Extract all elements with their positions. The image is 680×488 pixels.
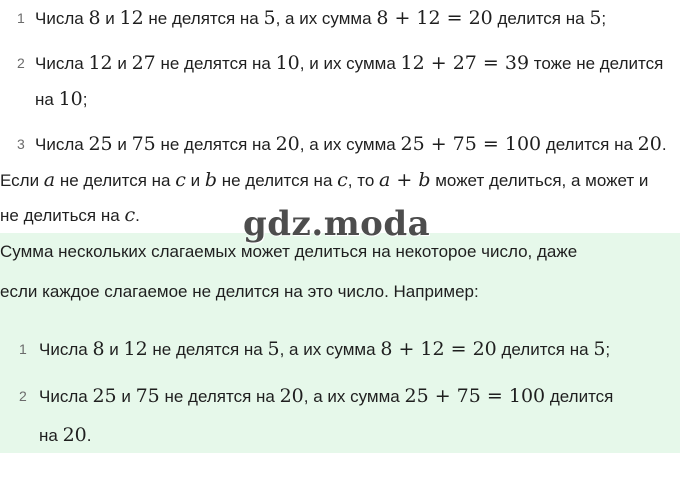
text: и (104, 340, 124, 359)
list-item (35, 51, 663, 76)
text: Числа (35, 135, 89, 154)
list-number: 2 (17, 55, 25, 71)
text: , а их сумма (275, 9, 377, 28)
math: 10 (275, 52, 300, 74)
list-number: 3 (17, 136, 25, 152)
math: 5 (263, 7, 276, 29)
text: тоже не делится (529, 54, 664, 73)
variable: c (337, 169, 348, 191)
text: делится на (492, 9, 590, 28)
text: , а их сумма (279, 340, 381, 359)
math: 10 (58, 88, 83, 110)
math: 25 + 75 = 100 (400, 133, 542, 155)
text: не делятся на (155, 135, 276, 154)
list-item-continuation (35, 87, 88, 112)
text: на (39, 426, 63, 445)
text: ; (82, 90, 88, 109)
conclusion-line (0, 203, 140, 228)
list-number: 1 (19, 341, 27, 357)
math: 20 (62, 424, 87, 446)
math: 12 (119, 7, 144, 29)
text: Числа (35, 54, 89, 73)
text: не делятся на (159, 387, 280, 406)
list-item (39, 384, 613, 409)
text: не делятся на (147, 340, 268, 359)
text: не делится на (217, 171, 338, 190)
math: 8 (88, 7, 101, 29)
math: 12 + 27 = 39 (400, 52, 530, 74)
text: , и их сумма (299, 54, 401, 73)
text: и (112, 135, 132, 154)
list-number: 1 (17, 10, 25, 26)
text: Числа (39, 387, 93, 406)
text: не делятся на (155, 54, 276, 73)
text: делится (545, 387, 614, 406)
math: 5 (593, 338, 606, 360)
math: 5 (267, 338, 280, 360)
list-item (35, 6, 606, 31)
math: 5 (589, 7, 602, 29)
variable: c (124, 204, 136, 226)
list-item-continuation (39, 423, 92, 448)
math: 20 (637, 133, 662, 155)
intro-line: если каждое слагаемое не делится на это число. Например: (0, 282, 479, 301)
text: и (116, 387, 136, 406)
list-item (39, 337, 610, 362)
text: . (661, 135, 667, 154)
intro-line: Сумма нескольких слагаемых может делиться на некоторое число, даже (0, 242, 578, 261)
text: ; (601, 9, 607, 28)
conclusion-line (0, 168, 648, 193)
text: Если (0, 171, 44, 190)
text: на (35, 90, 59, 109)
variable: a (43, 169, 56, 191)
text: и (112, 54, 132, 73)
text: делится на (496, 340, 594, 359)
math: 75 (131, 133, 156, 155)
text: Числа (39, 340, 93, 359)
math: 8 + 12 = 20 (376, 7, 493, 29)
math: 25 (92, 385, 117, 407)
list-item (35, 132, 667, 157)
math: 8 (92, 338, 105, 360)
text: , а их сумма (299, 135, 401, 154)
math: 8 + 12 = 20 (380, 338, 497, 360)
text: не делиться на (0, 206, 125, 225)
math: 20 (275, 133, 300, 155)
text: Числа (35, 9, 89, 28)
math: 75 (135, 385, 160, 407)
variable: b (204, 169, 218, 191)
variable: c (175, 169, 186, 191)
text: и (185, 171, 205, 190)
text: может делиться, а может и (430, 171, 649, 190)
text: . (135, 206, 140, 225)
text: не делятся на (143, 9, 264, 28)
math: 12 (88, 52, 113, 74)
math: 12 (123, 338, 148, 360)
text: , а их сумма (303, 387, 405, 406)
math: 20 (279, 385, 304, 407)
math: 25 (88, 133, 113, 155)
text: и (100, 9, 120, 28)
text: , то (347, 171, 380, 190)
text: . (86, 426, 92, 445)
math: 27 (131, 52, 156, 74)
text: делится на (541, 135, 638, 154)
text: не делится на (55, 171, 176, 190)
list-number: 2 (19, 388, 27, 404)
text: ; (605, 340, 611, 359)
watermark-logo: gdz.moda (243, 204, 431, 244)
variable: a + b (379, 169, 431, 191)
math: 25 + 75 = 100 (404, 385, 546, 407)
